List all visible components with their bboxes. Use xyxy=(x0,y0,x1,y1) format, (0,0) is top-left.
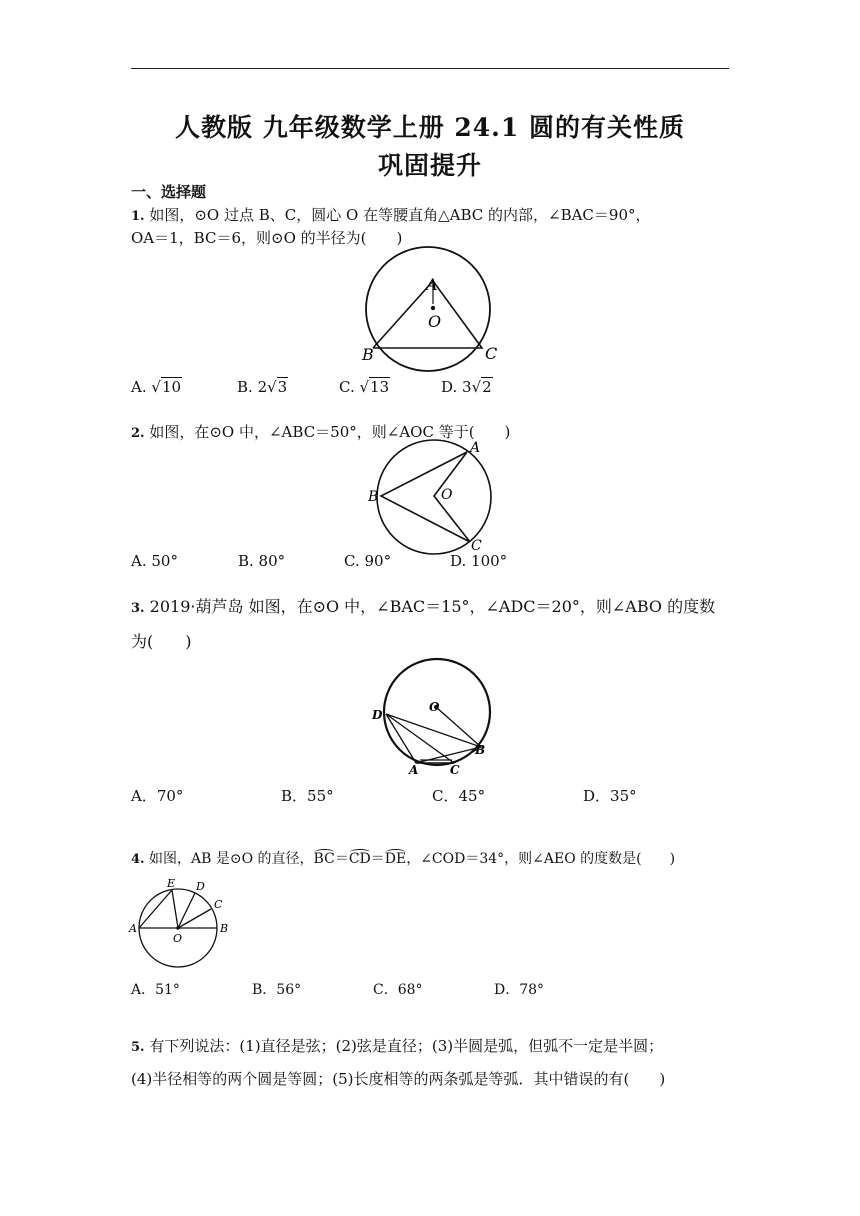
page-subtitle: 巩固提升 xyxy=(377,151,482,180)
question-text: 有下列说法：(1)直径是弦；(2)弦是直径；(3)半圆是弧，但弧不一定是半圆； xyxy=(149,1037,664,1055)
question-number: 1. xyxy=(131,209,145,224)
label-A: A xyxy=(409,763,419,777)
equals-sign: ＝ xyxy=(334,851,349,867)
question-1-line-1 xyxy=(131,204,651,225)
section-heading: 一、选择题 xyxy=(131,183,207,201)
option-d: D. 100° xyxy=(450,552,508,570)
option-a: A．51° xyxy=(131,982,180,998)
label-O: O xyxy=(429,700,440,714)
question-text-b: ，∠COD＝34°，则∠AEO 的度数是( ) xyxy=(406,851,676,867)
header-rule xyxy=(131,68,729,69)
question-text-a: 如图，AB 是⊙O 的直径， xyxy=(149,851,314,867)
arc-cd: CD xyxy=(348,851,371,867)
label-C: C xyxy=(471,538,482,554)
figure-q4-circle-diameter xyxy=(127,872,237,972)
option-b: B. 80° xyxy=(238,552,286,570)
question-3-options xyxy=(131,785,651,805)
question-text: 如图，⊙O 过点 B、C，圆心 O 在等腰直角△ABC 的内部，∠BAC＝90°， xyxy=(149,206,651,224)
question-5-line-2: (4)半径相等的两个圆是等圆；(5)长度相等的两条弧是等弧．其中错误的有( ) xyxy=(131,1070,666,1088)
page-title: 人教版 九年级数学上册 24.1 圆的有关性质 xyxy=(174,113,685,142)
question-number: 5. xyxy=(131,1040,145,1055)
label-B: B xyxy=(220,922,229,935)
arc-bc: BC xyxy=(313,851,335,867)
label-B: B xyxy=(368,489,379,505)
arc-de: DE xyxy=(384,851,407,867)
option-c: C．68° xyxy=(373,982,423,998)
option-b: B．56° xyxy=(252,982,302,998)
option-a: A. 50° xyxy=(131,552,178,570)
label-A: A xyxy=(470,440,481,456)
option-c: C．45° xyxy=(432,787,486,805)
option-b: B. 2√3 xyxy=(237,378,288,396)
option-a: A. √10 xyxy=(131,378,182,396)
label-O: O xyxy=(428,312,442,331)
question-3-line-1 xyxy=(131,594,715,617)
label-E: E xyxy=(167,877,176,890)
option-b: B．55° xyxy=(281,787,334,805)
question-text: 2019·葫芦岛 如图，在⊙O 中，∠BAC＝15°，∠ADC＝20°，则∠ABO 的度数 xyxy=(149,597,716,616)
label-B: B xyxy=(362,345,374,364)
label-O: O xyxy=(173,932,183,945)
option-a: A．70° xyxy=(131,787,184,805)
question-4-line-1 xyxy=(131,848,675,868)
figure-q2-circle-angle xyxy=(364,438,499,556)
label-C: C xyxy=(450,763,460,777)
option-d: D．35° xyxy=(583,787,637,805)
question-3-line-2: 为( ) xyxy=(131,632,192,651)
question-number: 2. xyxy=(131,426,145,441)
label-C: C xyxy=(485,344,498,363)
figure-q3-circle-chords xyxy=(370,656,500,778)
label-A: A xyxy=(426,275,438,294)
question-4-options xyxy=(131,979,551,999)
question-1-line-2: OA＝1，BC＝6，则⊙O 的半径为( ) xyxy=(131,229,403,247)
equals-sign: ＝ xyxy=(370,851,385,867)
question-2-options xyxy=(131,552,551,572)
question-number: 3. xyxy=(131,601,145,616)
figure-q1-circle-triangle xyxy=(360,246,510,376)
label-O: O xyxy=(441,487,453,503)
label-B: B xyxy=(475,743,486,757)
label-A: A xyxy=(129,922,137,935)
option-d: D. 3√2 xyxy=(441,378,492,396)
option-c: C. √13 xyxy=(339,378,390,396)
label-D: D xyxy=(372,708,383,722)
question-number: 4. xyxy=(131,852,145,867)
option-d: D．78° xyxy=(494,982,545,998)
label-C: C xyxy=(214,898,223,911)
question-5-line-1 xyxy=(131,1035,663,1056)
option-c: C. 90° xyxy=(344,552,392,570)
question-text: 如图，在⊙O 中，∠ABC＝50°，则∠AOC 等于( ) xyxy=(149,423,511,441)
label-D: D xyxy=(196,880,205,893)
